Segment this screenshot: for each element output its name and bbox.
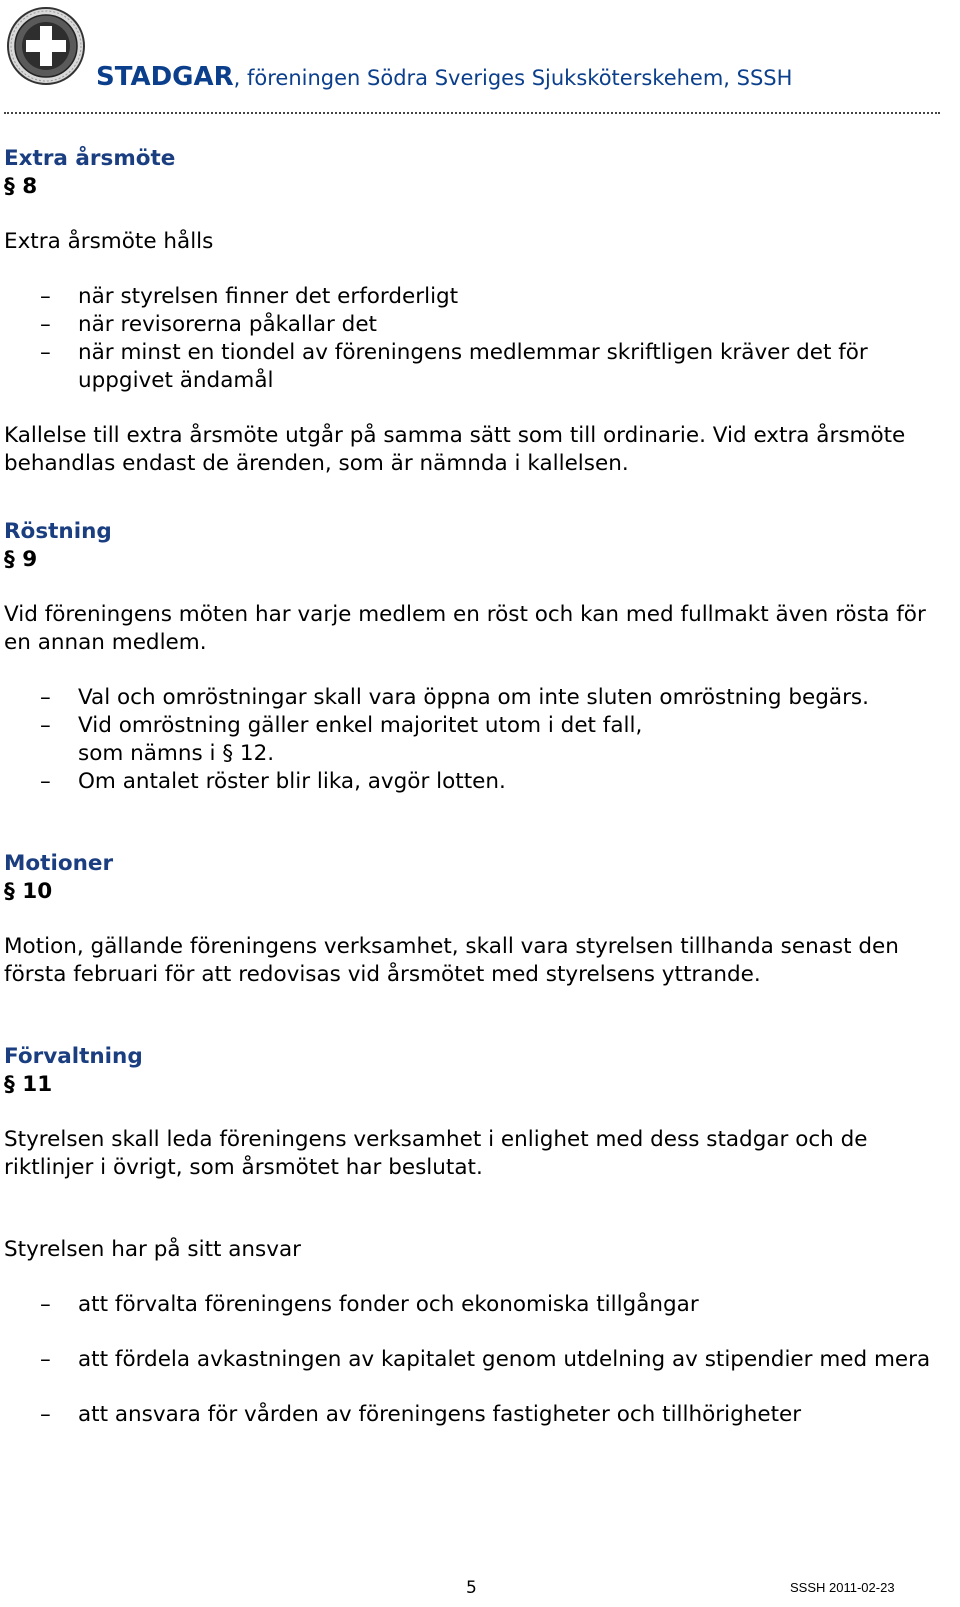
- section-forvaltning: [4, 1043, 934, 1429]
- header-divider: [4, 112, 940, 114]
- section-number: § 8: [4, 174, 38, 199]
- section-motioner: [4, 850, 934, 989]
- section-number: § 10: [4, 879, 53, 904]
- list-item: – att förvalta föreningens fonder och ekonomiska tillgångar: [4, 1291, 934, 1319]
- section-text: Styrelsen skall leda föreningens verksamhet i enlighet med dess stadgar och de riktlinjer i övrigt, som årsmötet har beslutat.: [4, 1127, 868, 1180]
- list-item: – att fördela avkastningen av kapitalet genom utdelning av stipendier med mera: [4, 1346, 934, 1374]
- title-rest: , föreningen Södra Sveriges Sjuksköterskehem, SSSH: [233, 66, 793, 90]
- section-heading: Förvaltning: [4, 1044, 143, 1069]
- list-item: – när revisorerna påkallar det: [4, 311, 934, 339]
- page-header: [0, 0, 960, 125]
- section-intro: Extra årsmöte hålls: [4, 229, 214, 254]
- section-extra-arsmote: [4, 145, 934, 478]
- list-item: – Val och omröstningar skall vara öppna om inte sluten omröstning begärs.: [4, 684, 934, 712]
- section-closing: Kallelse till extra årsmöte utgår på samma sätt som till ordinarie. Vid extra årsmöte behandlas endast de ärenden, som är nämnda i kallelsen.: [4, 423, 906, 476]
- dash-list: [4, 684, 934, 796]
- page-number: 5: [466, 1578, 477, 1598]
- section-number: § 11: [4, 1072, 53, 1097]
- list-item: – Om antalet röster blir lika, avgör lotten.: [4, 768, 934, 796]
- document-body: [4, 145, 934, 1456]
- section-heading: Extra årsmöte: [4, 146, 176, 171]
- section-number: § 9: [4, 547, 38, 572]
- title-strong: STADGAR: [96, 62, 234, 92]
- cross-emblem-logo: [6, 6, 86, 86]
- dash-list: [4, 283, 934, 395]
- dash-list: [4, 1291, 934, 1429]
- list-item: – Vid omröstning gäller enkel majoritet utom i det fall, som nämns i § 12.: [4, 712, 934, 768]
- list-item: – att ansvara för vården av föreningens fastigheter och tillhörigheter: [4, 1401, 934, 1429]
- section-heading: Röstning: [4, 519, 112, 544]
- list-item: – när styrelsen finner det erforderligt: [4, 283, 934, 311]
- section-sub-intro: Styrelsen har på sitt ansvar: [4, 1237, 302, 1262]
- section-intro: Vid föreningens möten har varje medlem en röst och kan med fullmakt även rösta för en annan medlem.: [4, 602, 926, 655]
- list-item: – när minst en tiondel av föreningens medlemmar skriftligen kräver det för uppgivet ändamål: [4, 339, 934, 395]
- document-title: [96, 62, 792, 92]
- date-stamp: SSSH 2011-02-23: [790, 1580, 895, 1595]
- section-rostning: [4, 518, 934, 796]
- section-heading: Motioner: [4, 851, 114, 876]
- section-text: Motion, gällande föreningens verksamhet, skall vara styrelsen tillhanda senast den första februari för att redovisas vid årsmötet med styrelsens yttrande.: [4, 934, 899, 987]
